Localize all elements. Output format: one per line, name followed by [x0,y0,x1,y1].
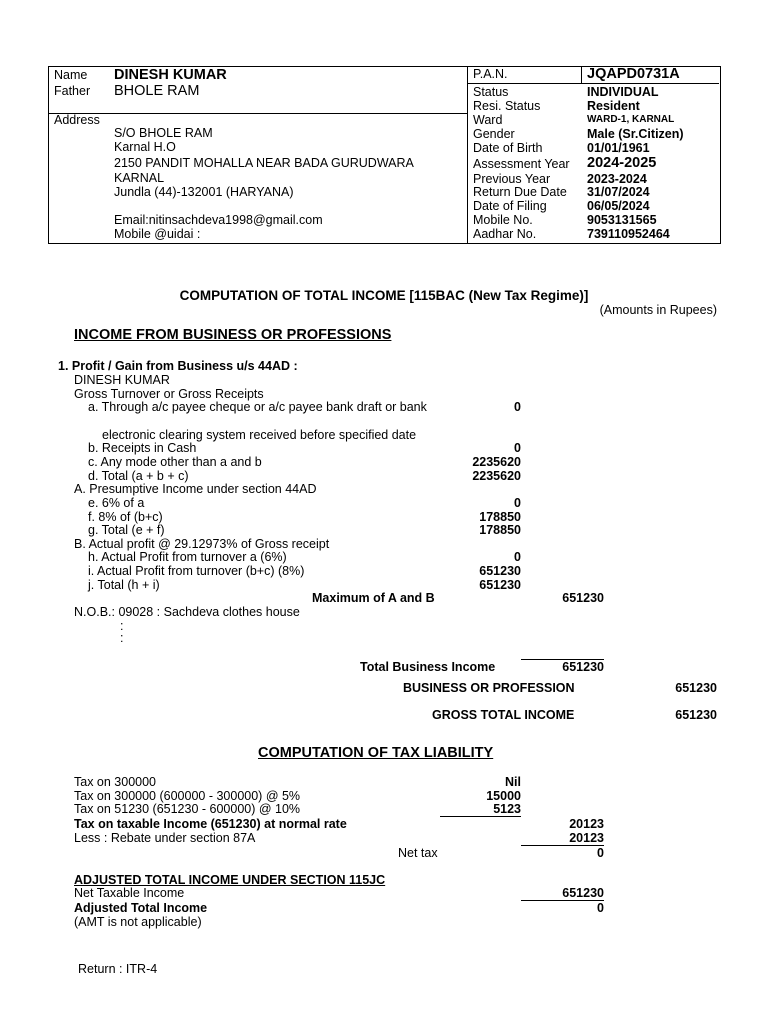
nob-colon: : [120,631,124,645]
previous-year-value: 2023-2024 [587,172,647,186]
tax-line-2: Tax on 300000 (600000 - 300000) @ 5% [74,789,301,803]
tax-liability-heading: COMPUTATION OF TAX LIABILITY [258,745,494,761]
mobile-no-value: 9053131565 [587,213,657,227]
tax-value-1: Nil [505,775,521,789]
business-item-title: 1. Profit / Gain from Business u/s 44AD : [58,359,298,373]
aadhar-no-value: 739110952464 [587,227,670,241]
business-line-e: e. 6% of a [88,496,145,510]
computation-title: COMPUTATION OF TOTAL INCOME [115BAC (New Tax Regime)] [179,288,589,303]
business-line-B: B. Actual profit @ 29.12973% of Gross receipt [74,537,330,551]
previous-year-label: Previous Year [473,172,551,186]
status-value: INDIVIDUAL [587,85,659,99]
business-line-j: j. Total (h + i) [88,578,160,592]
business-value-d: 2235620 [472,469,521,483]
rebate-label: Less : Rebate under section 87A [74,831,256,845]
resi-status-value: Resident [587,99,640,113]
tax-normal-label: Tax on taxable Income (651230) at normal rate [74,817,347,831]
max-a-b-value: 651230 [562,591,604,605]
gross-total-income-value: 651230 [675,708,717,722]
father-value: BHOLE RAM [114,83,200,99]
email-line: Email:nitinsachdeva1998@gmail.com [114,213,323,227]
business-value-a: 0 [514,400,521,414]
net-tax-label: Net tax [398,846,438,860]
adjusted-total-income-value: 0 [597,901,604,915]
business-value-e: 0 [514,496,521,510]
tax-subtotal-rule [440,816,521,817]
header-divider [467,66,468,243]
dob-label: Date of Birth [473,141,543,155]
max-a-b-label: Maximum of A and B [312,591,435,605]
address-line: Jundla (44)-132001 (HARYANA) [114,185,294,199]
return-due-date-value: 31/07/2024 [587,185,650,199]
business-line-a: a. Through a/c payee cheque or a/c payee bank draft or bank [88,400,427,414]
business-line-d: d. Total (a + b + c) [88,469,189,483]
father-label: Father [54,84,91,98]
business-line-i: i. Actual Profit from turnover (b+c) (8%) [88,564,305,578]
date-of-filing-value: 06/05/2024 [587,199,650,213]
business-value-g: 178850 [479,523,521,537]
ward-label: Ward [473,113,503,127]
pan-value-divider [581,66,582,84]
gender-value: Male (Sr.Citizen) [587,127,684,141]
adjusted-total-income-label: Adjusted Total Income [74,901,208,915]
business-line-h: h. Actual Profit from turnover a (6%) [88,550,287,564]
tax-normal-value: 20123 [569,817,604,831]
aadhar-no-label: Aadhar No. [473,227,537,241]
net-taxable-income-value: 651230 [562,886,604,900]
status-label: Status [473,85,509,99]
business-value-f: 178850 [479,510,521,524]
tax-line-1: Tax on 300000 [74,775,157,789]
business-value-h: 0 [514,550,521,564]
return-due-date-label: Return Due Date [473,185,567,199]
gross-total-income-label: GROSS TOTAL INCOME [432,708,575,722]
address-line: 2150 PANDIT MOHALLA NEAR BADA GURUDWARA [114,156,414,170]
amt-note: (AMT is not applicable) [74,915,202,929]
resi-status-label: Resi. Status [473,99,541,113]
address-label: Address [54,113,100,127]
mobile-uidai-line: Mobile @uidai : [114,227,201,241]
business-line-gross: Gross Turnover or Gross Receipts [74,387,264,401]
business-line-A: A. Presumptive Income under section 44AD [74,482,317,496]
net-tax-value: 0 [597,846,604,860]
business-value-c: 2235620 [472,455,521,469]
address-line: KARNAL [114,171,165,185]
net-taxable-income-label: Net Taxable Income [74,886,185,900]
business-profession-value: 651230 [675,681,717,695]
ward-value: WARD-1, KARNAL [587,114,675,125]
gender-label: Gender [473,127,515,141]
pan-value: JQAPD0731A [587,66,680,82]
amounts-note: (Amounts in Rupees) [599,303,717,317]
business-value-j: 651230 [479,578,521,592]
address-line: Karnal H.O [114,140,176,154]
business-value-b: 0 [514,441,521,455]
business-line-b: b. Receipts in Cash [88,441,197,455]
date-of-filing-label: Date of Filing [473,199,547,213]
name-label: Name [54,68,88,82]
tax-value-2: 15000 [486,789,521,803]
tax-value-3: 5123 [493,802,521,816]
business-line-name: DINESH KUMAR [74,373,170,387]
business-profession-label: BUSINESS OR PROFESSION [403,681,575,695]
name-value: DINESH KUMAR [114,67,227,83]
total-business-value: 651230 [562,660,604,674]
pan-divider [467,83,719,84]
nob-colon: : [120,619,124,633]
dob-value: 01/01/1961 [587,141,650,155]
business-value-i: 651230 [479,564,521,578]
return-form: Return : ITR-4 [78,962,158,976]
address-line: S/O BHOLE RAM [114,126,213,140]
business-line-a-cont: electronic clearing system received before specified date [102,428,417,442]
assessment-year-value: 2024-2025 [587,155,657,171]
name-address-divider [48,113,467,114]
business-line-c: c. Any mode other than a and b [88,455,262,469]
business-heading: INCOME FROM BUSINESS OR PROFESSIONS [74,327,392,343]
business-line-g: g. Total (e + f) [88,523,165,537]
amt-heading: ADJUSTED TOTAL INCOME UNDER SECTION 115JC [74,873,386,887]
mobile-no-label: Mobile No. [473,213,533,227]
tax-line-3: Tax on 51230 (651230 - 600000) @ 10% [74,802,301,816]
total-business-label: Total Business Income [360,660,496,674]
assessment-year-label: Assessment Year [473,157,570,171]
nob-line: N.O.B.: 09028 : Sachdeva clothes house [74,605,300,619]
pan-label: P.A.N. [473,67,508,81]
business-line-f: f. 8% of (b+c) [88,510,163,524]
rebate-value: 20123 [569,831,604,845]
